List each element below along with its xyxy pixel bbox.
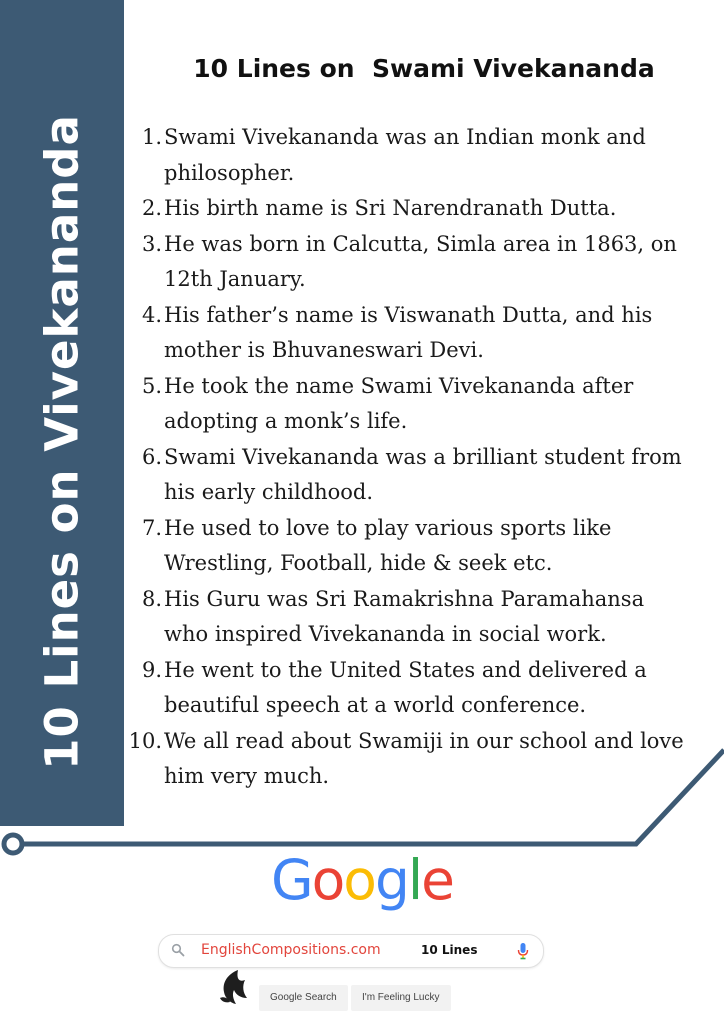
logo-letter: G [271, 848, 312, 912]
search-icon [171, 943, 185, 957]
list-item-text: Swami Vivekananda was a brilliant student from his early childhood. [164, 444, 682, 504]
list-item-number: 1. [141, 125, 162, 149]
list-item [124, 298, 684, 369]
list-item [124, 440, 684, 511]
list-item-text: His birth name is Sri Narendranath Dutta. [164, 196, 617, 220]
list-item-text: He went to the United States and delivered a beautiful speech at a world conference. [164, 657, 647, 717]
search-bar[interactable] [158, 934, 544, 968]
logo-letter: g [374, 848, 408, 912]
google-search-button[interactable]: Google Search [259, 985, 348, 1011]
list-item [124, 227, 684, 298]
page-title: 10 Lines on Swami Vivekananda [193, 54, 655, 83]
list-item [124, 724, 684, 795]
brand-mark-icon [216, 968, 252, 1006]
list-item [124, 369, 684, 440]
feeling-lucky-button[interactable]: I'm Feeling Lucky [351, 985, 451, 1011]
logo-letter: e [421, 848, 453, 912]
list-item-number: 8. [141, 586, 162, 611]
list-item [124, 511, 684, 582]
list-item-text: Swami Vivekananda was an Indian monk and philosopher. [164, 125, 646, 185]
list-item-number: 7. [141, 515, 162, 540]
search-query: 10 Lines [421, 943, 478, 957]
list-item-number: 4. [141, 302, 162, 327]
google-logo [0, 848, 724, 912]
side-band [0, 0, 124, 826]
logo-letter: o [311, 848, 344, 912]
list-item [124, 120, 684, 191]
lines-list [124, 120, 684, 795]
list-item-text: We all read about Swamiji in our school and love him very much. [164, 728, 684, 788]
list-item-number: 9. [141, 657, 162, 682]
side-title: 10 Lines on Vivekananda [35, 114, 89, 770]
list-item-number: 10. [128, 728, 162, 753]
list-item [124, 653, 684, 724]
logo-letter: o [343, 848, 375, 912]
list-item-text: He was born in Calcutta, Simla area in 1863, on 12th January. [164, 231, 677, 291]
logo-letter: l [407, 848, 422, 912]
list-item-number: 5. [141, 373, 162, 398]
site-text: EnglishCompositions.com [201, 942, 381, 958]
list-item-text: His father’s name is Viswanath Dutta, and his mother is Bhuvaneswari Devi. [164, 302, 653, 362]
list-item-text: He used to love to play various sports like Wrestling, Football, hide & seek etc. [164, 515, 612, 575]
list-item [124, 191, 684, 227]
list-item-text: His Guru was Sri Ramakrishna Paramahansa who inspired Vivekananda in social work. [164, 586, 645, 646]
list-item-text: He took the name Swami Vivekananda after adopting a monk’s life. [164, 373, 634, 433]
list-item-number: 2. [141, 196, 162, 220]
microphone-icon[interactable] [517, 942, 529, 960]
list-item-number: 6. [141, 444, 162, 469]
list-item [124, 582, 684, 653]
list-item-number: 3. [141, 231, 162, 256]
